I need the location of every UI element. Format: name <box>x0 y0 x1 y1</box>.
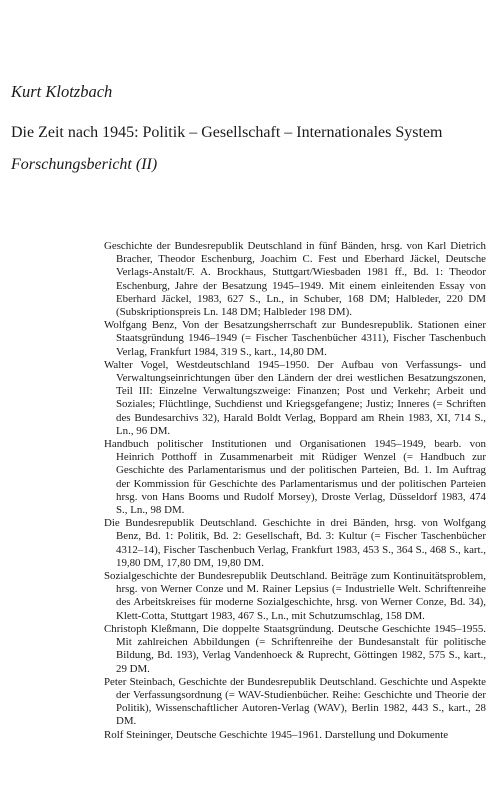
article-subtitle: Forschungsbericht (II) <box>11 156 158 173</box>
article-title: Die Zeit nach 1945: Politik – Gesellschaft – Internationales System <box>11 124 443 141</box>
bibliography-list <box>104 240 486 742</box>
bibliography-entry: Die Bundesrepublik Deutschland. Geschichte in drei Bänden, hrsg. von Wolfgang Benz, Bd. 1: Politik, Bd. 2: Gesellschaft, Bd. 3: Kultur (= Fischer Taschenbücher 4312–14), Fischer Taschenbuch Verlag, Frankfurt 1983, 453 S., 364 S., 468 S., kart., 19,80 DM, 17,80 DM, 19,80 DM. <box>104 517 486 569</box>
bibliography-entry: Peter Steinbach, Geschichte der Bundesrepublik Deutschland. Geschichte und Aspekte der Verfassungsordnung (= WAV-Studienbücher. Reihe: Geschichte und Theorie der Politik), Wissenschaftlicher Autoren-Verlag (WAV), Berlin 1982, 443 S., kart., 28 DM. <box>104 675 486 728</box>
bibliography-entry: Walter Vogel, Westdeutschland 1945–1950. Der Aufbau von Verfassungs- und Verwaltungseinrichtungen über den Ländern der drei westlichen Besatzungszonen, Teil III: Einzelne Verwaltungszweige: Finanzen; Post und Verkehr; Arbeit und Soziales; Flüchtlinge, Suchdienst und Kriegsgefangene; Justiz; Inneres (= Schriften des Bundesarchivs 32), Harald Boldt Verlag, Boppard am Rhein 1983, XI, 714 S., Ln., 96 DM. <box>104 358 486 437</box>
author-name: Kurt Klotzbach <box>11 82 113 101</box>
bibliography-entry: Christoph Kleßmann, Die doppelte Staatsgründung. Deutsche Geschichte 1945–1955. Mit zahlreichen Abbildungen (= Schriftenreihe der Bundesanstalt für politische Bildung, Bd. 193), Verlag Vandenhoeck & Ruprecht, Göttingen 1982, 575 S., kart., 29 DM. <box>104 622 486 675</box>
bibliography-entry: Sozialgeschichte der Bundesrepublik Deutschland. Beiträge zum Kontinuitätsproblem, hrsg. von Werner Conze und M. Rainer Lepsius (= Industrielle Welt. Schriftenreihe des Arbeitskreises für moderne Sozialgeschichte, hrsg. von Werner Conze, Bd. 34), Klett-Cotta, Stuttgart 1983, 467 S., Ln., mit Schutzumschlag, 158 DM. <box>104 570 486 622</box>
bibliography-entry: Wolfgang Benz, Von der Besatzungsherrschaft zur Bundesrepublik. Stationen einer Staatsgründung 1946–1949 (= Fischer Taschenbücher 4311), Fischer Taschenbuch Verlag, Frankfurt 1984, 319 S., kart., 14,80 DM. <box>104 319 486 358</box>
bibliography-entry: Geschichte der Bundesrepublik Deutschland in fünf Bänden, hrsg. von Karl Dietrich Bracher, Theodor Eschenburg, Joachim C. Fest und Eberhard Jäckel, Deutsche Verlags-Anstalt/F. A. Brockhaus, Stuttgart/Wiesbaden 1981 ff., Bd. 1: Theodor Eschenburg, Jahre der Besatzung 1945–1949. Mit einem einleitenden Essay von Eberhard Jäckel, 1983, 627 S., Ln., in Schuber, 168 DM; Halbleder, 220 DM (Subskriptionspreis Ln. 148 DM; Halbleder 198 DM). <box>104 240 486 319</box>
bibliography-entry: Handbuch politischer Institutionen und Organisationen 1945–1949, bearb. von Heinrich Potthoff in Zusammenarbeit mit Rüdiger Wenzel (= Handbuch zur Geschichte des Parlamentarismus und der politischen Parteien, Bd. 1. Im Auftrag der Kommission für Geschichte des Parlamentarismus und der politischen Parteien hrsg. von Hans Booms und Rudolf Morsey), Droste Verlag, Düsseldorf 1983, 474 S., Ln., 98 DM. <box>104 438 486 517</box>
bibliography-entry: Rolf Steininger, Deutsche Geschichte 1945–1961. Darstellung und Dokumente <box>104 728 449 741</box>
